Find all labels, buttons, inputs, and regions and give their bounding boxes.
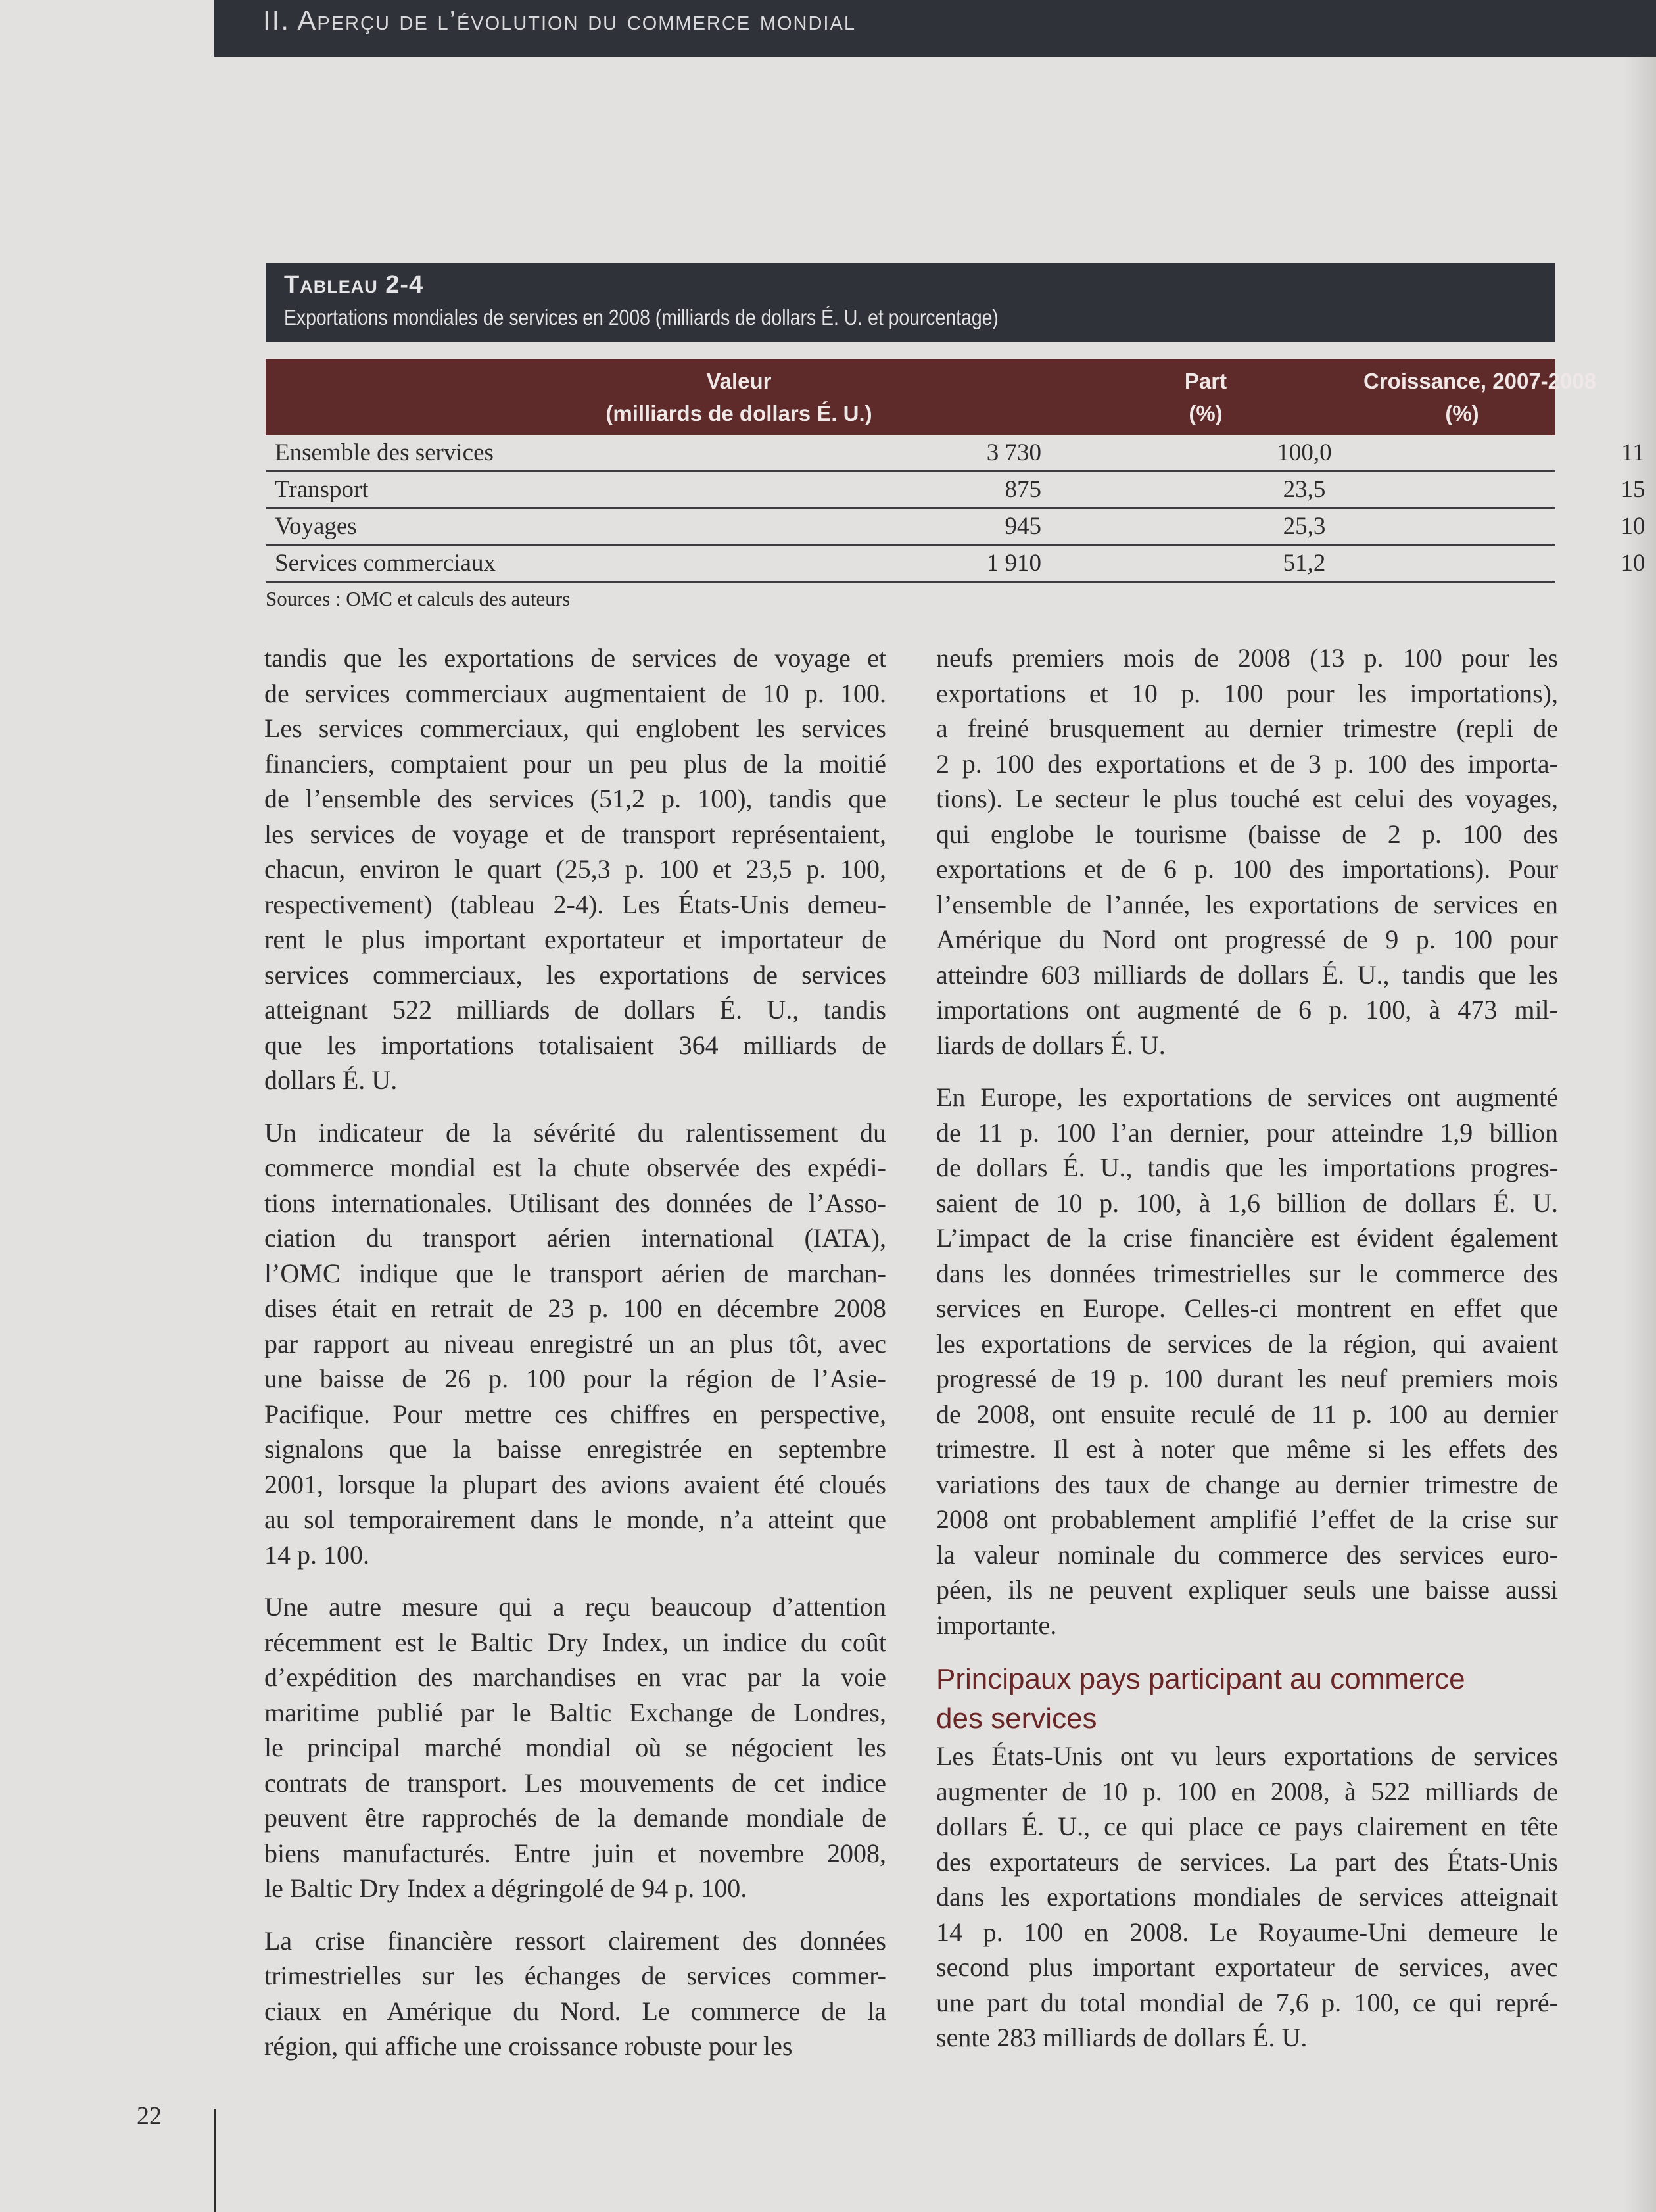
text-line: Pacifique. Pour mettre ces chiffres en perspective, [264, 1399, 886, 1429]
cell-value: 875 [1005, 476, 1041, 503]
text-line: Une autre mesure qui a reçu beaucoup d’attention [264, 1592, 886, 1622]
text-line: récemment est le Baltic Dry Index, un indice du coût [264, 1627, 886, 1657]
text-line: L’impact de la crise financière est évident également [936, 1223, 1558, 1253]
text-line: peuvent être rapprochés de la demande mondiale de [264, 1803, 886, 1833]
text-line: de 11 p. 100 l’an dernier, pour atteindre 1,9 billion [936, 1117, 1558, 1147]
text-line: rent le plus important exportateur et importateur de [264, 925, 886, 954]
text-line: Amérique du Nord ont progressé de 9 p. 100 pour [936, 925, 1558, 954]
text-line: tions internationales. Utilisant des données de l’Asso- [264, 1188, 886, 1218]
text-line: exportations et 10 p. 100 pour les importations), [936, 678, 1558, 708]
text-line: par rapport au niveau enregistré un an plus tôt, avec [264, 1328, 886, 1358]
text-line: dans les exportations mondiales de services atteignait [936, 1882, 1558, 1911]
text-line: que les importations totalisaient 364 milliards de [264, 1030, 886, 1060]
table-caption-text: Exportations mondiales de services en 2008 (milliards de dollars É. U. et pourcentage) [284, 305, 999, 329]
text-line: atteignant 522 milliards de dollars É. U., tandis [264, 995, 886, 1024]
page-number: 22 [137, 2102, 162, 2130]
text-line: signalons que la baisse enregistrée en septembre [264, 1434, 886, 1464]
text-line: maritime publié par le Baltic Exchange de Londres, [264, 1697, 886, 1727]
text-line: second plus important exportateur de services, avec [936, 1952, 1558, 1982]
text-line: importations ont augmenté de 6 p. 100, à 473 mil- [936, 995, 1558, 1024]
table-sources: Sources : OMC et calculs des auteurs [266, 587, 571, 610]
paragraph [936, 1739, 1558, 2056]
text-line: d’expédition des marchandises en vrac par la voie [264, 1662, 886, 1692]
cell-share: 25,3 [1283, 513, 1326, 540]
column-header-value-title: Valeur [706, 369, 772, 393]
text-line: respectivement) (tableau 2-4). Les États-Unis demeu- [264, 889, 886, 919]
text-line: tandis que les exportations de services de voyage et [264, 643, 886, 673]
text-line: services commerciaux, les exportations de services [264, 959, 886, 990]
text-line: Un indicateur de la sévérité du ralentissement du [264, 1117, 886, 1147]
text-line: de services commerciaux augmentaient de 10 p. 100. [264, 678, 886, 708]
row-label: Services commerciaux [275, 550, 496, 577]
text-line: 2008 ont probablement amplifié l’effet de la crise sur [936, 1504, 1558, 1534]
paragraph [264, 1923, 886, 2064]
column-header-growth-unit: (%) [1445, 401, 1479, 425]
text-line: les services de voyage et de transport représentaient, [264, 819, 886, 849]
column-header-growth-title: Croissance, 2007-2008 [1363, 369, 1597, 393]
table-body [266, 435, 1645, 583]
column-header-share [1140, 359, 1271, 441]
text-line: ciaux en Amérique du Nord. Le commerce de la [264, 1996, 886, 2026]
text-line: tions). Le secteur le plus touché est celui des voyages, [936, 784, 1558, 813]
text-line: de 2008, ont ensuite reculé de 11 p. 100 au dernier [936, 1399, 1558, 1429]
cell-value: 945 [1005, 513, 1041, 540]
text-line: le principal marché mondial où se négocient les [264, 1733, 886, 1762]
right-text-column [936, 640, 1558, 2073]
text-line: de dollars É. U., tandis que les importations progres- [936, 1153, 1558, 1182]
text-line: saient de 10 p. 100, à 1,6 billion de dollars É. U. [936, 1188, 1558, 1218]
text-line: importante. [936, 1610, 1057, 1640]
row-label: Ensemble des services [275, 439, 494, 466]
text-line: l’ensemble de l’année, les exportations de services en [936, 889, 1558, 919]
section-heading-line: des services [936, 1702, 1097, 1735]
section-heading [936, 1660, 1558, 1739]
cell-share: 51,2 [1283, 550, 1326, 577]
text-line: au sol temporairement dans le monde, n’a atteint que [264, 1504, 886, 1534]
text-line: l’OMC indique que le transport aérien de marchan- [264, 1258, 886, 1288]
text-line: une part du total mondial de 7,6 p. 100, ce qui repré- [936, 1987, 1558, 2017]
text-line: progressé de 19 p. 100 durant les neuf premiers mois [936, 1364, 1558, 1393]
text-line: 14 p. 100 en 2008. Le Royaume-Uni demeure le [936, 1917, 1558, 1947]
table-label: Tableau 2-4 [284, 271, 424, 299]
text-line: Les services commerciaux, qui englobent les services [264, 713, 886, 743]
text-line: sente 283 milliards de dollars É. U. [936, 2023, 1308, 2052]
text-line: dollars É. U., ce qui place ce pays clairement en tête [936, 1812, 1558, 1841]
text-line: atteindre 603 milliards de dollars É. U., tandis que les [936, 959, 1558, 990]
text-line: financiers, comptaient pour un peu plus de la moitié [264, 748, 886, 779]
column-header-share-title: Part [1184, 369, 1227, 393]
text-line: des exportateurs de services. La part des États-Unis [936, 1846, 1558, 1877]
table-row [266, 472, 1645, 509]
text-line: variations des taux de change au dernier trimestre de [936, 1469, 1558, 1499]
text-line: chacun, environ le quart (25,3 p. 100 et 23,5 p. 100, [264, 854, 886, 884]
text-line: augmenter de 10 p. 100 en 2008, à 522 milliards de [936, 1776, 1558, 1806]
text-line: services en Europe. Celles-ci montrent en effet que [936, 1293, 1558, 1323]
text-line: neufs premiers mois de 2008 (13 p. 100 pour les [936, 643, 1558, 673]
text-line: trimestrielles sur les échanges de services commer- [264, 1961, 886, 1990]
text-line: de l’ensemble des services (51,2 p. 100), tandis que [264, 784, 886, 813]
text-line: péen, ils ne peuvent expliquer seuls une baisse aussi [936, 1575, 1558, 1604]
cell-growth: 11 [1621, 439, 1645, 466]
page-edge-shadow [1623, 57, 1656, 2212]
text-line: une baisse de 26 p. 100 pour la région de l’Asie- [264, 1364, 886, 1393]
text-line: les exportations de services de la région, qui avaient [936, 1328, 1558, 1358]
text-line: contrats de transport. Les mouvements de cet indice [264, 1767, 886, 1798]
table-row [266, 435, 1645, 472]
text-line: En Europe, les exportations de services ont augmenté [936, 1082, 1558, 1112]
left-text-column [264, 640, 886, 2081]
cell-growth: 10 [1621, 513, 1645, 540]
cell-share: 100,0 [1277, 439, 1332, 466]
text-line: qui englobe le tourisme (baisse de 2 p. 100 des [936, 819, 1558, 849]
column-header-share-unit: (%) [1189, 401, 1223, 425]
text-line: ciation du transport aérien international (IATA), [264, 1223, 886, 1253]
section-heading-line: Principaux pays participant au commerce [936, 1663, 1465, 1695]
text-line: dises était en retrait de 23 p. 100 en décembre 2008 [264, 1293, 886, 1323]
text-line: le Baltic Dry Index a dégringolé de 94 p. 100. [264, 1873, 747, 1903]
text-line: liards de dollars É. U. [936, 1030, 1166, 1060]
text-line: La crise financière ressort clairement des données [264, 1925, 886, 1956]
text-line: 2 p. 100 des exportations et de 3 p. 100 des importa- [936, 748, 1558, 779]
text-line: commerce mondial est la chute observée des expédi- [264, 1153, 886, 1182]
column-header-growth [1363, 359, 1597, 441]
text-line: Les États-Unis ont vu leurs exportations de services [936, 1741, 1558, 1771]
row-label: Transport [275, 476, 369, 503]
cell-value: 3 730 [986, 439, 1041, 466]
cell-value: 1 910 [986, 550, 1041, 577]
paragraph [264, 640, 886, 1098]
paragraph [264, 1115, 886, 1573]
text-line: 14 p. 100. [264, 1539, 369, 1570]
table-header-row [266, 359, 1597, 435]
text-line: exportations et de 6 p. 100 des importations). Pour [936, 854, 1558, 884]
column-header-value [575, 359, 903, 441]
cell-growth: 10 [1621, 550, 1645, 577]
table-caption [266, 263, 1555, 342]
text-line: dollars É. U. [264, 1065, 398, 1095]
text-line: 2001, lorsque la plupart des avions avaient été cloués [264, 1469, 886, 1499]
text-line: trimestre. Il est à noter que même si les effets des [936, 1434, 1558, 1464]
paragraph [936, 1080, 1558, 1643]
text-line: a freiné brusquement au dernier trimestre (repli de [936, 713, 1558, 743]
row-label: Voyages [275, 513, 357, 540]
table-row [266, 546, 1645, 583]
margin-rule [214, 2109, 216, 2212]
text-line: la valeur nominale du commerce des services euro- [936, 1539, 1558, 1570]
paragraph [936, 640, 1558, 1063]
paragraph [264, 1589, 886, 1906]
column-header-value-unit: (milliards de dollars É. U.) [605, 401, 872, 425]
cell-share: 23,5 [1283, 476, 1326, 503]
section-header-title: II. Aperçu de l’évolution du commerce mondial [263, 5, 856, 36]
text-line: région, qui affiche une croissance robuste pour les [264, 2031, 793, 2061]
cell-growth: 15 [1621, 476, 1645, 503]
table-row [266, 509, 1645, 546]
text-line: biens manufacturés. Entre juin et novembre 2008, [264, 1838, 886, 1868]
text-line: dans les données trimestrielles sur le commerce des [936, 1258, 1558, 1288]
